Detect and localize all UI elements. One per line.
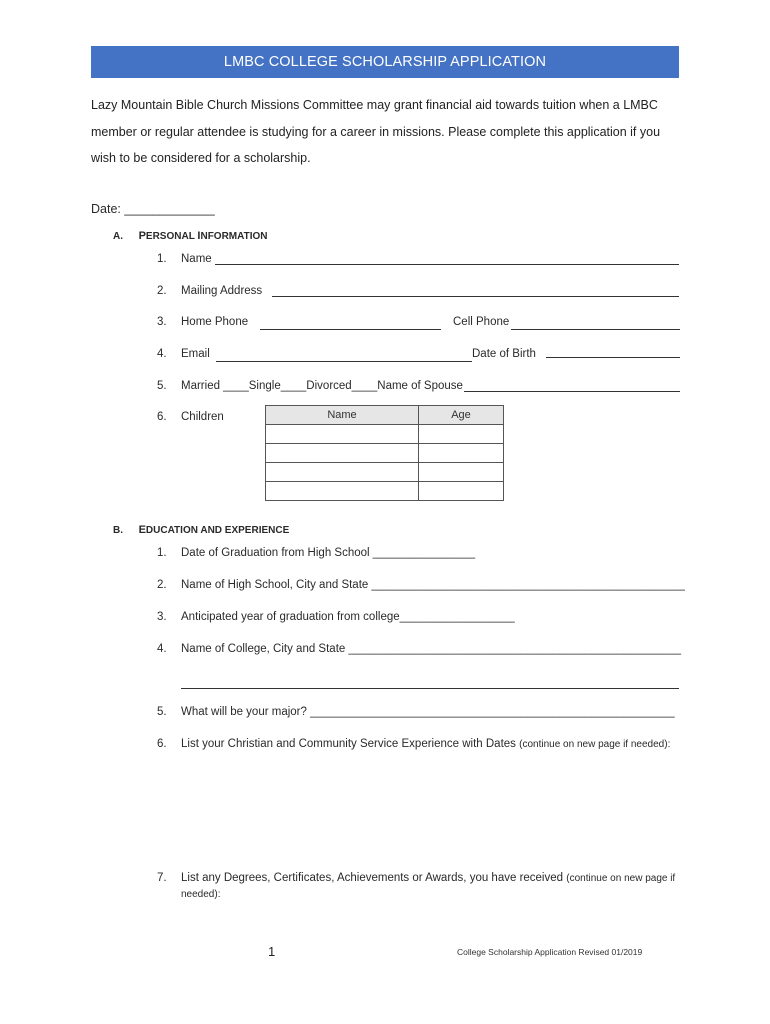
dob-input-line[interactable] xyxy=(546,357,680,358)
intro-line-2: member or regular attendee is studying for a career in missions. Please complete this application if you xyxy=(91,125,661,139)
item-number: 1. xyxy=(157,547,167,559)
section-a-letter: A. xyxy=(113,231,123,242)
page-title: LMBC COLLEGE SCHOLARSHIP APPLICATION xyxy=(91,46,679,78)
major-field[interactable]: What will be your major? _________________________________________________________ xyxy=(181,706,675,718)
table-row xyxy=(266,444,504,463)
email-label: Email xyxy=(181,348,210,360)
child-name-cell[interactable] xyxy=(266,463,419,482)
child-age-cell[interactable] xyxy=(419,482,504,501)
email-input-line[interactable] xyxy=(216,361,472,362)
item-number: 2. xyxy=(157,285,167,297)
high-school-field[interactable]: Name of High School, City and State _________________________________________________ xyxy=(181,579,685,591)
heading-cap-i: I xyxy=(197,230,201,242)
hs-graduation-date-field[interactable]: Date of Graduation from High School ________________ xyxy=(181,547,476,559)
table-row xyxy=(266,463,504,482)
college-name-extra-line[interactable] xyxy=(181,688,679,689)
dob-label: Date of Birth xyxy=(472,348,536,360)
section-a-heading xyxy=(113,230,268,242)
item-number: 3. xyxy=(157,611,167,623)
mailing-address-label: Mailing Address xyxy=(181,285,263,297)
continue-note: (continue on new page if xyxy=(566,873,676,884)
item-number: 5. xyxy=(157,706,167,718)
child-name-cell[interactable] xyxy=(266,482,419,501)
item-number: 7. xyxy=(157,872,167,884)
child-age-cell[interactable] xyxy=(419,444,504,463)
child-age-cell[interactable] xyxy=(419,425,504,444)
cell-phone-input-line[interactable] xyxy=(511,329,680,330)
service-experience-label xyxy=(181,738,670,750)
footer-revision: College Scholarship Application Revised 01/2019 xyxy=(457,947,643,957)
item-number: 4. xyxy=(157,643,167,655)
item-number: 5. xyxy=(157,380,167,392)
children-age-header: Age xyxy=(419,406,504,425)
continue-note-2: needed): xyxy=(181,889,221,900)
item-number: 3. xyxy=(157,316,167,328)
item-number: 1. xyxy=(157,253,167,265)
name-input-line[interactable] xyxy=(215,264,679,265)
heading-cap-p: P xyxy=(138,230,146,242)
children-label: Children xyxy=(181,411,224,423)
item-number: 6. xyxy=(157,411,167,423)
heading-cap-e: E xyxy=(138,524,146,536)
section-b-letter: B. xyxy=(113,525,123,536)
child-name-cell[interactable] xyxy=(266,425,419,444)
intro-line-3: wish to be considered for a scholarship. xyxy=(91,151,311,165)
intro-line-1: Lazy Mountain Bible Church Missions Committee may grant financial aid towards tuition when a LMBC xyxy=(91,98,658,112)
service-experience-text: List your Christian and Community Service Experience with Dates xyxy=(181,738,516,750)
item-number: 2. xyxy=(157,579,167,591)
heading-rest: DUCATION AND EXPERIENCE xyxy=(145,525,290,536)
awards-label xyxy=(181,872,675,884)
child-age-cell[interactable] xyxy=(419,463,504,482)
home-phone-label: Home Phone xyxy=(181,316,249,328)
date-field[interactable]: Date: _____________ xyxy=(91,202,215,216)
children-table xyxy=(265,405,504,501)
college-name-field[interactable]: Name of College, City and State ____________________________________________________ xyxy=(181,643,682,655)
college-graduation-year-field[interactable]: Anticipated year of graduation from college__________________ xyxy=(181,611,515,623)
table-row xyxy=(266,482,504,501)
cell-phone-label: Cell Phone xyxy=(453,316,510,328)
heading-rest-1: ERSONAL xyxy=(145,231,198,242)
spouse-name-input-line[interactable] xyxy=(464,391,680,392)
continue-note: (continue on new page if needed): xyxy=(519,739,671,750)
name-label: Name xyxy=(181,253,212,265)
home-phone-input-line[interactable] xyxy=(260,329,441,330)
section-b-heading xyxy=(113,524,289,536)
heading-rest-2: NFORMATION xyxy=(200,231,268,242)
child-name-cell[interactable] xyxy=(266,444,419,463)
awards-text: List any Degrees, Certificates, Achievements or Awards, you have received xyxy=(181,872,564,884)
marital-status-label[interactable]: Married ____Single____Divorced____Name of Spouse xyxy=(181,380,463,392)
mailing-address-input-line[interactable] xyxy=(272,296,679,297)
table-row xyxy=(266,425,504,444)
page-number: 1 xyxy=(268,944,276,959)
item-number: 6. xyxy=(157,738,167,750)
item-number: 4. xyxy=(157,348,167,360)
children-name-header: Name xyxy=(266,406,419,425)
